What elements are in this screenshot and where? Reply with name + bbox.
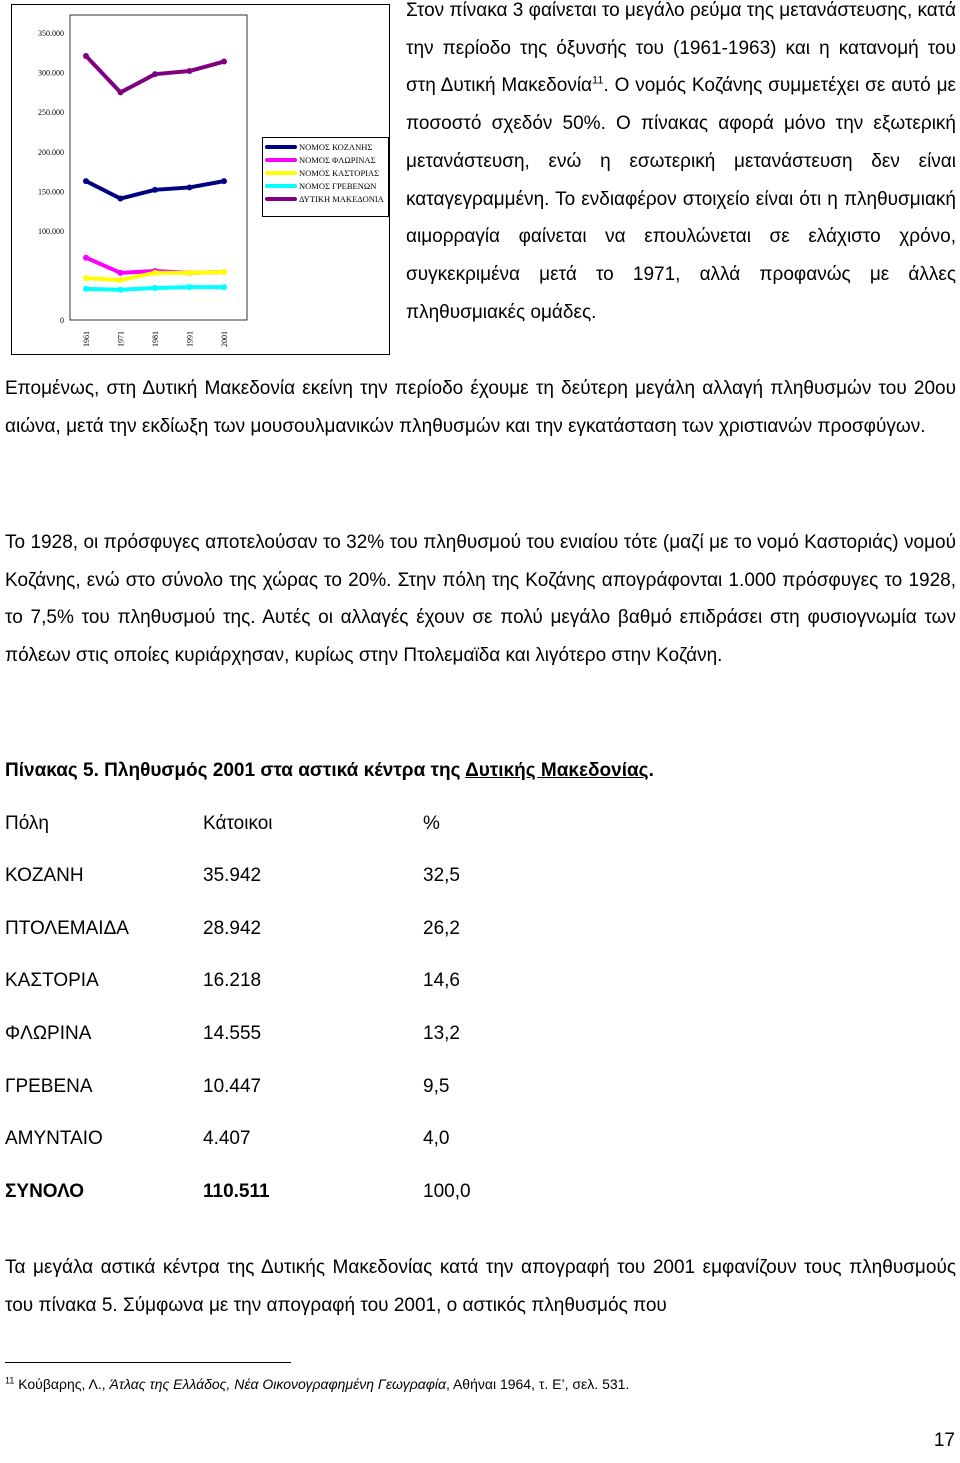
legend-label: ΝΟΜΟΣ ΚΟΖΑΝΗΣ: [299, 142, 373, 152]
series-point: [118, 287, 124, 293]
row-percent: 13,2: [423, 1023, 460, 1044]
series-point: [221, 59, 227, 65]
y-tick-label: 200.000: [38, 147, 64, 157]
series-point: [118, 270, 124, 276]
y-tick-label: 100.000: [38, 227, 64, 236]
series-point: [221, 178, 227, 184]
row-residents: 35.942: [203, 865, 262, 886]
series-point: [187, 68, 193, 74]
series-point: [83, 275, 89, 281]
x-tick-label: 2001: [220, 331, 229, 347]
legend-label: ΝΟΜΟΣ ΓΡΕΒΕΝΩΝ: [299, 181, 377, 191]
legend-item: [265, 141, 388, 153]
row-residents: 14.555: [203, 1023, 262, 1044]
footnote-rest: , Αθήναι 1964, τ. Ε’, σελ. 531.: [445, 1376, 630, 1392]
x-tick-label: 1981: [151, 331, 160, 347]
y-tick-label: 250.000: [38, 108, 64, 118]
paragraph-3-text: Τα μεγάλα αστικά κέντρα της Δυτικής Μακεδονίας κατά την απογραφή του 2001 εμφανίζουν τους πληθυσμούς του πίνακα 5. Σύμφωνα με την απογραφή του 2001, ο αστικός πληθυσμός που: [5, 1257, 956, 1316]
legend-item: [265, 180, 388, 192]
total-residents: 110.511: [203, 1181, 270, 1202]
series-point: [118, 89, 124, 95]
total-percent: 100,0: [423, 1181, 471, 1202]
legend-swatch: [265, 171, 297, 175]
table-title: [5, 760, 654, 782]
row-percent: 32,5: [423, 865, 460, 886]
series-point: [187, 184, 193, 190]
row-residents: 10.447: [203, 1076, 262, 1097]
legend-item: [265, 154, 388, 166]
series-point: [83, 286, 89, 292]
table-title-prefix: Πίνακας 5. Πληθυσμός 2001 στα αστικά κέντρα της: [5, 760, 466, 781]
series-point: [152, 270, 158, 276]
series-point: [118, 196, 124, 202]
legend-label: ΝΟΜΟΣ ΚΑΣΤΟΡΙΑΣ: [299, 168, 380, 178]
row-city: ΚΑΣΤΟΡΙΑ: [5, 970, 99, 991]
series-point: [152, 285, 158, 291]
intro-text-full: Επομένως, στη Δυτική Μακεδονία εκείνη την περίοδο έχουμε τη δεύτερη μεγάλη αλλαγή πληθυσμών του 20ου αιώνα, μετά την εκδίωξη των μουσουλμανικών πληθυσμών και την εγκατάσταση των χριστιανών προσφύγων.: [5, 378, 956, 437]
x-tick-label: 1961: [82, 331, 91, 347]
header-city: Πόλη: [5, 813, 49, 834]
paragraph-3: [5, 1249, 956, 1324]
legend-label: ΔΥΤΙΚΗ ΜΑΚΕΔΟΝΙΑ: [299, 194, 384, 204]
header-residents: Κάτοικοι: [203, 813, 273, 834]
y-tick-label: 0: [60, 316, 64, 325]
intro-paragraph-full: [5, 370, 956, 445]
y-tick-label: 350.000: [38, 29, 64, 38]
legend-item: [265, 193, 388, 205]
table-title-suffix: .: [648, 760, 654, 781]
header-percent: %: [423, 813, 440, 834]
footnote-author: Κούβαρης, Λ.,: [14, 1376, 110, 1392]
row-city: ΓΡΕΒΕΝΑ: [5, 1076, 93, 1097]
row-city: ΦΛΩΡΙΝΑ: [5, 1023, 92, 1044]
legend-swatch: [265, 145, 297, 149]
row-residents: 16.218: [203, 970, 262, 991]
paragraph-2-text: Το 1928, οι πρόσφυγες αποτελούσαν το 32% του πληθυσμού του ενιαίου τότε (μαζί με το νομό Καστοριάς) νομού Κοζάνης, ενώ στο σύνολο της χώρας το 20%. Στην πόλη της Κοζάνης απογράφονται 1.000 πρόσφυγες το 1928, το 7,5% του πληθυσμού της. Αυτές οι αλλαγές έχουν σε πολύ μεγάλο βαθμό επιδράσει στη φυσιογνωμία των πόλεων στις οποίες κυριάρχησαν, κυρίως στην Πτολεμαϊδα και λιγότερο στην Κοζάνη.: [5, 532, 956, 667]
series-point: [221, 269, 227, 275]
series-point: [152, 71, 158, 77]
row-residents: 28.942: [203, 918, 262, 939]
intro-text: Στον πίνακα 3 φαίνεται το μεγάλο ρεύμα της μετανάστευσης, κατά την περίοδο της όξυνσής του (1961-1963) και η κατανομή του στη Δυτική Μακεδονία: [406, 0, 956, 97]
series-point: [83, 53, 89, 59]
total-label: ΣΥΝΟΛΟ: [5, 1181, 85, 1202]
row-percent: 4,0: [423, 1128, 450, 1149]
intro-paragraph: [406, 0, 956, 331]
row-percent: 26,2: [423, 918, 460, 939]
series-point: [187, 270, 193, 276]
row-city: ΑΜΥΝΤΑΙΟ: [5, 1128, 103, 1149]
row-percent: 9,5: [423, 1076, 450, 1097]
series-point: [221, 284, 227, 290]
footnote-divider: [5, 1362, 291, 1363]
footnote: [5, 1376, 629, 1392]
footnote-number: 11: [5, 1375, 15, 1386]
series-point: [152, 187, 158, 193]
y-tick-label: 150.000: [38, 187, 64, 197]
row-residents: 4.407: [203, 1128, 251, 1149]
population-chart: [11, 4, 390, 355]
series-point: [187, 284, 193, 290]
legend-item: [265, 167, 388, 179]
row-city: ΚΟΖΑΝΗ: [5, 865, 84, 886]
legend-swatch: [265, 158, 297, 162]
series-point: [118, 277, 124, 283]
chart-legend: [262, 137, 389, 217]
legend-swatch: [265, 197, 297, 201]
series-point: [83, 255, 89, 261]
series-point: [83, 178, 89, 184]
y-tick-label: 300.000: [38, 68, 64, 78]
footnote-title: Άτλας της Ελλάδος, Νέα Οικονογραφημένη Γεωγραφία: [109, 1376, 446, 1392]
legend-label: ΝΟΜΟΣ ΦΛΩΡΙΝΑΣ: [299, 155, 376, 165]
page-number: 17: [933, 1430, 955, 1451]
table-title-underlined: Δυτικής Μακεδονίας: [465, 760, 649, 781]
legend-swatch: [265, 184, 297, 188]
intro-text-cont: . Ο νομός Κοζάνης συμμετέχει σε αυτό με ποσοστό σχεδόν 50%. Ο πίνακας αφορά μόνο την εξωτερική μετανάστευση, ενώ η εσωτερική μετανάστευση δεν είναι καταγεγραμμένη. Το ενδιαφέρον στοιχείο είναι ότι η πληθυσμιακή αιμορραγία φαίνεται να επουλώνεται σε ελάχιστο χρόνο, συγκεκριμένα μετά το 1971, αλλά προφανώς με άλλες πληθυσμιακές ομάδες.: [406, 75, 956, 323]
row-city: ΠΤΟΛΕΜΑΙΔΑ: [5, 918, 129, 939]
x-tick-label: 1991: [185, 331, 195, 347]
row-percent: 14,6: [423, 970, 460, 991]
x-tick-label: 1971: [116, 331, 126, 347]
footnote-ref: 11: [592, 75, 604, 88]
paragraph-2: [5, 524, 956, 675]
